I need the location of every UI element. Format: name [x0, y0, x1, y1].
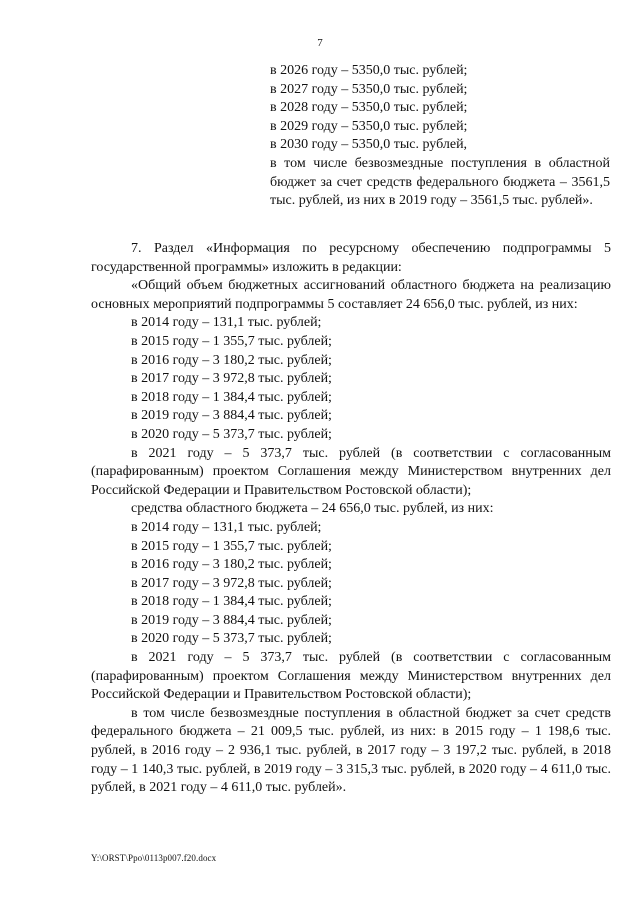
- year-2021-paragraph: в 2021 году – 5 373,7 тыс. рублей (в соответствии с согласованным (парафированным) проектом Соглашения между Министерством внутренних дел Российской Федерации и Правительством Ростовской области);: [91, 445, 611, 498]
- year-line: в 2030 году – 5350,0 тыс. рублей,: [270, 137, 468, 153]
- year-line: в 2017 году – 3 972,8 тыс. рублей;: [131, 575, 332, 591]
- year-line: в 2028 году – 5350,0 тыс. рублей;: [270, 100, 468, 116]
- federal-note: в том числе безвозмездные поступления в областной бюджет за счет средств федерального бюджета – 3561,5 тыс. рублей, из них в 2019 году – 3561,5 тыс. рублей».: [270, 155, 610, 209]
- regional-funds-intro: средства областного бюджета – 24 656,0 тыс. рублей, из них:: [131, 501, 494, 517]
- year-line: в 2020 году – 5 373,7 тыс. рублей;: [131, 426, 332, 442]
- year-line: в 2029 году – 5350,0 тыс. рублей;: [270, 118, 468, 134]
- year-line: в 2015 году – 1 355,7 тыс. рублей;: [131, 333, 332, 349]
- year-line: в 2019 году – 3 884,4 тыс. рублей;: [131, 408, 332, 424]
- section-heading: 7. Раздел «Информация по ресурсному обеспечению подпрограммы 5 государственной программы» изложить в редакции:: [91, 241, 611, 275]
- year-line: в 2014 году – 131,1 тыс. рублей;: [131, 519, 322, 535]
- year-2021-paragraph: в 2021 году – 5 373,7 тыс. рублей (в соответствии с согласованным (парафированным) проектом Соглашения между Министерством внутренних дел Российской Федерации и Правительством Ростовской области);: [91, 650, 611, 703]
- year-line: в 2026 году – 5350,0 тыс. рублей;: [270, 63, 468, 78]
- top-funding-block: [270, 62, 610, 211]
- year-line: в 2016 году – 3 180,2 тыс. рублей;: [131, 352, 332, 368]
- year-line: в 2019 году – 3 884,4 тыс. рублей;: [131, 612, 332, 628]
- section-intro: «Общий объем бюджетных ассигнований областного бюджета на реализацию основных мероприятий подпрограммы 5 составляет 24 656,0 тыс. рублей, из них:: [91, 278, 611, 312]
- year-line: в 2027 году – 5350,0 тыс. рублей;: [270, 81, 468, 97]
- section-7: [91, 240, 611, 798]
- year-line: в 2020 году – 5 373,7 тыс. рублей;: [131, 631, 332, 647]
- page-number: 7: [317, 37, 323, 49]
- year-line: в 2015 году – 1 355,7 тыс. рублей;: [131, 538, 332, 554]
- year-line: в 2018 году – 1 384,4 тыс. рублей;: [131, 594, 332, 610]
- file-path-footer: Y:\ORST\Ppo\0113p007.f20.docx: [91, 853, 217, 863]
- year-line: в 2018 году – 1 384,4 тыс. рублей;: [131, 389, 332, 405]
- year-line: в 2014 году – 131,1 тыс. рублей;: [131, 315, 322, 331]
- year-line: в 2017 году – 3 972,8 тыс. рублей;: [131, 371, 332, 387]
- federal-funds-paragraph: в том числе безвозмездные поступления в областной бюджет за счет средств федерального бюджета – 21 009,5 тыс. рублей, из них: в 2015 году – 1 198,6 тыс. рублей, в 2016 году – 2 936,1 тыс. рублей, в 2017 году – 3 197,2 тыс. рублей, в 2018 году – 1 140,3 тыс. рублей, в 2019 году – 3 315,3 тыс. рублей, в 2020 году – 4 611,0 тыс. рублей, в 2021 году – 4 611,0 тыс. рублей».: [91, 705, 611, 796]
- year-line: в 2016 году – 3 180,2 тыс. рублей;: [131, 557, 332, 573]
